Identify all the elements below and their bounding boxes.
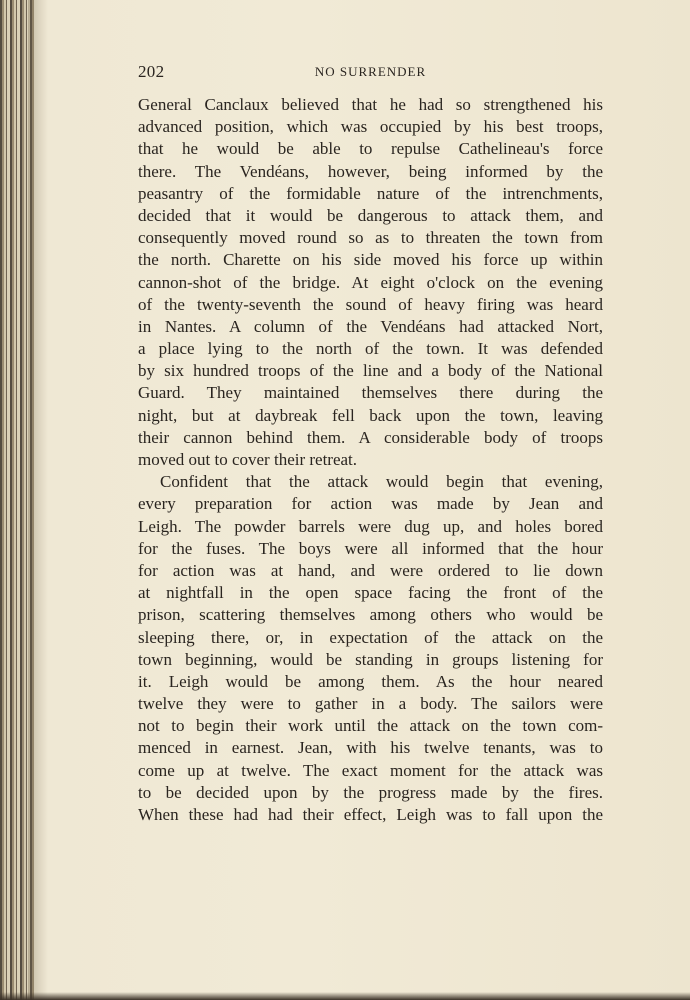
text-line: at nightfall in the open space facing the front of the (138, 583, 603, 603)
text-line: of the twenty-seventh the sound of heavy firing was heard (138, 294, 603, 314)
text-line: night, but at daybreak fell back upon the town, leaving (138, 405, 603, 425)
page-number: 202 (138, 62, 165, 81)
text-line: Confident that the attack would begin that evening, (160, 472, 603, 492)
text-line: a place lying to the north of the town. It was defended (138, 339, 603, 359)
running-title: NO SURRENDER (314, 64, 427, 79)
text-line: that he would be able to repulse Cathelineau's force (138, 139, 603, 159)
text-line: menced in earnest. Jean, with his twelve tenants, was to (138, 738, 603, 758)
text-line: prison, scattering themselves among others who would be (138, 605, 603, 625)
text-line: there. The Vendéans, however, being informed by the (138, 161, 603, 181)
text-line: cannon-shot of the bridge. At eight o'clock on the evening (138, 272, 603, 292)
text-line: When these had had their effect, Leigh was to fall upon the (138, 805, 603, 824)
text-line: their cannon behind them. A considerable body of troops (138, 427, 603, 447)
text-line: decided that it would be dangerous to attack them, and (138, 205, 603, 225)
text-line: not to begin their work until the attack on the town com- (138, 716, 603, 736)
text-line: peasantry of the formidable nature of the intrenchments, (138, 183, 603, 203)
text-line: moved out to cover their retreat. (138, 450, 358, 469)
text-line: sleeping there, or, in expectation of the attack on the (138, 627, 603, 647)
text-line: for the fuses. The boys were all informed that the hour (138, 538, 603, 558)
text-line: by six hundred troops of the line and a body of the National (138, 361, 603, 381)
text-line: town beginning, would be standing in groups listening for (138, 649, 603, 669)
text-line: for action was at hand, and were ordered to lie down (138, 560, 603, 580)
text-line: in Nantes. A column of the Vendéans had attacked Nort, (138, 316, 603, 336)
text-line: it. Leigh would be among them. As the hour neared (138, 671, 603, 691)
text-line: to be decided upon by the progress made by the fires. (138, 782, 603, 802)
page-bottom-edge (0, 992, 690, 1000)
gutter-shadow (28, 0, 48, 1000)
text-line: every preparation for action was made by Jean and (138, 494, 603, 514)
page-header (138, 62, 603, 84)
text-line: Guard. They maintained themselves there during the (138, 383, 603, 403)
text-line: General Canclaux believed that he had so strengthened his (138, 95, 603, 114)
body-text (138, 94, 603, 826)
text-line: advanced position, which was occupied by his best troops, (138, 117, 603, 137)
text-line: consequently moved round so as to threaten the town from (138, 228, 603, 248)
text-line: the north. Charette on his side moved his force up within (138, 250, 603, 270)
text-line: twelve they were to gather in a body. The sailors were (138, 694, 603, 714)
text-line: Leigh. The powder barrels were dug up, and holes bored (138, 516, 603, 536)
text-line: come up at twelve. The exact moment for the attack was (138, 760, 603, 780)
